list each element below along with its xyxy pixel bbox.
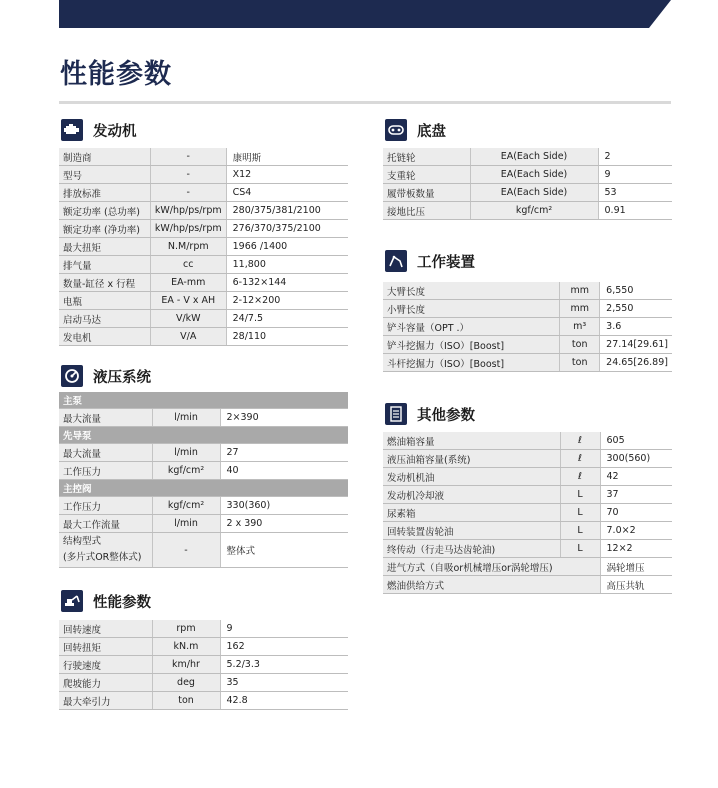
table-row: [383, 354, 672, 372]
table-row: [383, 282, 672, 300]
main-valve-label: 主控阀: [59, 480, 348, 497]
table-row: [59, 256, 348, 274]
table-row: [59, 656, 348, 674]
param-value: 42.8: [220, 692, 348, 710]
param-value: 2: [598, 148, 672, 166]
param-unit: ton: [560, 354, 600, 372]
param-value: 9: [598, 166, 672, 184]
param-value: 1966 /1400: [226, 238, 348, 256]
param-value: 35: [220, 674, 348, 692]
param-unit: V/kW: [150, 310, 226, 328]
param-label: 最大流量: [59, 444, 152, 462]
param-value: 0.91: [598, 202, 672, 220]
param-value: 330(360): [220, 497, 348, 515]
param-value: 2 x 390: [220, 515, 348, 533]
param-unit: V/A: [150, 328, 226, 346]
param-label: 接地比压: [383, 202, 470, 220]
page-title: 性能参数: [60, 59, 172, 90]
param-unit: kgf/cm²: [152, 497, 220, 515]
param-label: 履带板数量: [383, 184, 470, 202]
param-label: 发动机冷却液: [383, 486, 560, 504]
other-section-title: 其他参数: [417, 407, 475, 424]
boom-arm-icon: [385, 250, 407, 272]
param-unit: ℓ: [560, 432, 600, 450]
performance-spec-table: [59, 620, 348, 710]
param-label: 小臂长度: [383, 300, 560, 318]
param-label: 最大扭矩: [59, 238, 150, 256]
param-label: 支重轮: [383, 166, 470, 184]
param-label: 数量-缸径 x 行程: [59, 274, 150, 292]
table-row: [383, 468, 672, 486]
param-unit: l/min: [152, 515, 220, 533]
table-row: [59, 220, 348, 238]
param-value: 28/110: [226, 328, 348, 346]
track-icon: [385, 119, 407, 141]
param-value: 2-12×200: [226, 292, 348, 310]
main-pump-label: 主泵: [59, 392, 348, 409]
intake-label: 进气方式（自吸or机械增压or涡轮增压): [383, 558, 600, 576]
table-row: [59, 692, 348, 710]
engine-icon: [61, 119, 83, 141]
param-value: CS4: [226, 184, 348, 202]
param-unit: -: [150, 184, 226, 202]
param-unit: kW/hp/ps/rpm: [150, 202, 226, 220]
param-unit: -: [150, 166, 226, 184]
param-unit: EA(Each Side): [470, 148, 598, 166]
param-label: 回转扭矩: [59, 638, 152, 656]
param-value: 6-132×144: [226, 274, 348, 292]
param-label: 爬坡能力: [59, 674, 152, 692]
param-label: 终传动（行走马达齿轮油): [383, 540, 560, 558]
param-label: 制造商: [59, 148, 150, 166]
table-row: [383, 184, 672, 202]
param-label: 发电机: [59, 328, 150, 346]
param-unit: L: [560, 540, 600, 558]
table-row: [59, 274, 348, 292]
work-equipment-section-title: 工作装置: [417, 254, 475, 271]
engine-section-title: 发动机: [93, 123, 137, 140]
table-row: [59, 638, 348, 656]
param-unit: kN.m: [152, 638, 220, 656]
undercarriage-section-header: [385, 119, 446, 141]
param-value: 11,800: [226, 256, 348, 274]
param-unit: ton: [560, 336, 600, 354]
param-unit: l/min: [152, 444, 220, 462]
main-pump-subheader: [59, 392, 348, 409]
table-row: [59, 462, 348, 480]
param-value: 6,550: [600, 282, 672, 300]
param-value: 605: [600, 432, 672, 450]
work-equipment-section-header: [385, 250, 475, 272]
param-label: 回转装置齿轮油: [383, 522, 560, 540]
param-label: 额定功率 (总功率): [59, 202, 150, 220]
title-divider: [59, 101, 671, 104]
param-value: 27.14[29.61]: [600, 336, 672, 354]
undercarriage-spec-table: [383, 148, 672, 220]
param-value: 2,550: [600, 300, 672, 318]
table-row: [383, 300, 672, 318]
pilot-pump-label: 先导泵: [59, 427, 348, 444]
param-value: 42: [600, 468, 672, 486]
param-label: 排气量: [59, 256, 150, 274]
param-unit: cc: [150, 256, 226, 274]
table-row: [59, 497, 348, 515]
param-label: 工作压力: [59, 462, 152, 480]
hydraulic-section-header: [61, 365, 151, 387]
param-unit: EA-mm: [150, 274, 226, 292]
param-unit: -: [152, 533, 220, 568]
table-row: [383, 432, 672, 450]
table-row: [383, 504, 672, 522]
param-unit: ton: [152, 692, 220, 710]
table-row: [59, 409, 348, 427]
param-value: 70: [600, 504, 672, 522]
table-row: [383, 450, 672, 468]
param-label: 发动机机油: [383, 468, 560, 486]
table-row: [59, 238, 348, 256]
fuel-label: 燃油供给方式: [383, 576, 600, 594]
excavator-icon: [61, 590, 83, 612]
param-label: [59, 533, 152, 568]
param-label: 额定功率 (净功率): [59, 220, 150, 238]
param-value: 162: [220, 638, 348, 656]
param-value: 276/370/375/2100: [226, 220, 348, 238]
param-label: 回转速度: [59, 620, 152, 638]
table-row: [383, 540, 672, 558]
other-section-header: [385, 403, 475, 425]
param-label: 最大牵引力: [59, 692, 152, 710]
table-row: [59, 184, 348, 202]
table-row: [59, 515, 348, 533]
table-row: [59, 166, 348, 184]
table-row: [383, 522, 672, 540]
table-row: [59, 310, 348, 328]
table-row: [59, 444, 348, 462]
param-unit: EA - V x AH: [150, 292, 226, 310]
performance-section-header: [61, 590, 151, 612]
param-label: 最大流量: [59, 409, 152, 427]
param-unit: -: [150, 148, 226, 166]
param-label: 斗杆挖掘力（ISO）[Boost]: [383, 354, 560, 372]
table-row: [59, 202, 348, 220]
param-unit: m³: [560, 318, 600, 336]
engine-spec-table: [59, 148, 348, 346]
table-row: [383, 558, 672, 576]
param-value: 40: [220, 462, 348, 480]
hydraulic-section-title: 液压系统: [93, 369, 151, 386]
param-value: 9: [220, 620, 348, 638]
param-label: 燃油箱容量: [383, 432, 560, 450]
param-value: 5.2/3.3: [220, 656, 348, 674]
table-row: [59, 533, 348, 568]
main-valve-subheader: [59, 480, 348, 497]
param-value: 280/375/381/2100: [226, 202, 348, 220]
param-unit: kgf/cm²: [152, 462, 220, 480]
param-value: 3.6: [600, 318, 672, 336]
param-unit: mm: [560, 300, 600, 318]
top-header-bar: [59, 0, 671, 28]
param-value: 整体式: [220, 533, 348, 568]
param-value: 53: [598, 184, 672, 202]
table-row: [383, 486, 672, 504]
table-row: [383, 202, 672, 220]
param-value: 7.0×2: [600, 522, 672, 540]
table-row: [383, 148, 672, 166]
param-label: 托链轮: [383, 148, 470, 166]
param-label: 电瓶: [59, 292, 150, 310]
hydraulic-gauge-icon: [61, 365, 83, 387]
param-unit: L: [560, 486, 600, 504]
param-unit: N.M/rpm: [150, 238, 226, 256]
intake-value: 涡轮增压: [600, 558, 672, 576]
table-row: [383, 166, 672, 184]
table-row: [383, 318, 672, 336]
param-label: 铲斗挖掘力（ISO）[Boost]: [383, 336, 560, 354]
table-row: [59, 148, 348, 166]
param-value: 300(560): [600, 450, 672, 468]
param-value: 24/7.5: [226, 310, 348, 328]
param-unit: l/min: [152, 409, 220, 427]
fuel-value: 高压共轨: [600, 576, 672, 594]
param-unit: ℓ: [560, 450, 600, 468]
param-label: 启动马达: [59, 310, 150, 328]
param-value: 37: [600, 486, 672, 504]
structure-label-line2: (多片式OR整体式): [63, 552, 142, 563]
document-icon: [385, 403, 407, 425]
param-unit: EA(Each Side): [470, 166, 598, 184]
param-value: 27: [220, 444, 348, 462]
param-unit: rpm: [152, 620, 220, 638]
param-unit: kgf/cm²: [470, 202, 598, 220]
performance-section-title: 性能参数: [93, 594, 151, 611]
param-label: 液压油箱容量(系统): [383, 450, 560, 468]
param-label: 最大工作流量: [59, 515, 152, 533]
param-label: 尿素箱: [383, 504, 560, 522]
param-value: 24.65[26.89]: [600, 354, 672, 372]
param-value: 2×390: [220, 409, 348, 427]
structure-label-line1: 结构型式: [63, 536, 102, 547]
param-unit: L: [560, 504, 600, 522]
param-label: 排放标准: [59, 184, 150, 202]
param-label: 铲斗容量（OPT .）: [383, 318, 560, 336]
pilot-pump-subheader: [59, 427, 348, 444]
engine-section-header: [61, 119, 137, 141]
table-row: [59, 674, 348, 692]
param-label: 大臂长度: [383, 282, 560, 300]
param-unit: km/hr: [152, 656, 220, 674]
param-label: 工作压力: [59, 497, 152, 515]
table-row: [59, 328, 348, 346]
param-label: 型号: [59, 166, 150, 184]
param-unit: deg: [152, 674, 220, 692]
param-unit: ℓ: [560, 468, 600, 486]
hydraulic-spec-table: [59, 392, 348, 568]
work-equipment-spec-table: [383, 282, 672, 372]
table-row: [383, 576, 672, 594]
undercarriage-section-title: 底盘: [417, 123, 446, 140]
param-value: X12: [226, 166, 348, 184]
table-row: [59, 292, 348, 310]
param-unit: L: [560, 522, 600, 540]
param-label: 行驶速度: [59, 656, 152, 674]
table-row: [59, 620, 348, 638]
table-row: [383, 336, 672, 354]
param-value: 12×2: [600, 540, 672, 558]
param-unit: kW/hp/ps/rpm: [150, 220, 226, 238]
param-unit: EA(Each Side): [470, 184, 598, 202]
param-value: 康明斯: [226, 148, 348, 166]
param-unit: mm: [560, 282, 600, 300]
other-spec-table: [383, 432, 672, 594]
